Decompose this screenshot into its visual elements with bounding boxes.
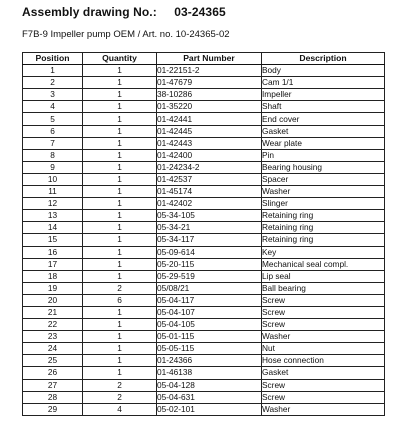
cell-quantity: 1: [83, 210, 157, 222]
cell-position: 8: [23, 149, 83, 161]
cell-position: 24: [23, 343, 83, 355]
cell-quantity: 1: [83, 125, 157, 137]
table-row: [23, 294, 385, 306]
cell-description: Key: [262, 246, 385, 258]
cell-quantity: 1: [83, 270, 157, 282]
table-row: [23, 161, 385, 173]
cell-part-number: 01-42400: [157, 149, 262, 161]
cell-position: 3: [23, 89, 83, 101]
cell-quantity: 1: [83, 258, 157, 270]
cell-part-number: 05-09-614: [157, 246, 262, 258]
cell-description: Gasket: [262, 367, 385, 379]
cell-part-number: 01-47679: [157, 77, 262, 89]
table-row: [23, 379, 385, 391]
cell-part-number: 01-35220: [157, 101, 262, 113]
cell-part-number: 01-46138: [157, 367, 262, 379]
cell-position: 28: [23, 391, 83, 403]
cell-part-number: 05-04-107: [157, 306, 262, 318]
document-subtitle: F7B-9 Impeller pump OEM / Art. no. 10-24365-02: [22, 29, 230, 40]
cell-description: Cam 1/1: [262, 77, 385, 89]
cell-description: Spacer: [262, 173, 385, 185]
cell-quantity: 6: [83, 294, 157, 306]
cell-part-number: 05-05-115: [157, 343, 262, 355]
table-row: [23, 331, 385, 343]
header-description: Description: [262, 53, 385, 65]
cell-position: 14: [23, 222, 83, 234]
table-row: [23, 173, 385, 185]
table-row: [23, 137, 385, 149]
table-row: [23, 210, 385, 222]
cell-position: 13: [23, 210, 83, 222]
cell-description: Lip seal: [262, 270, 385, 282]
cell-quantity: 1: [83, 246, 157, 258]
cell-part-number: 05-04-105: [157, 319, 262, 331]
cell-quantity: 1: [83, 137, 157, 149]
cell-position: 12: [23, 198, 83, 210]
table-row: [23, 355, 385, 367]
cell-description: Screw: [262, 319, 385, 331]
table-row: [23, 186, 385, 198]
cell-position: 10: [23, 173, 83, 185]
cell-quantity: 1: [83, 101, 157, 113]
cell-description: Gasket: [262, 125, 385, 137]
cell-position: 29: [23, 403, 83, 415]
table-row: [23, 89, 385, 101]
cell-quantity: 1: [83, 186, 157, 198]
cell-description: Pin: [262, 149, 385, 161]
cell-quantity: 1: [83, 343, 157, 355]
cell-position: 1: [23, 65, 83, 77]
cell-quantity: 1: [83, 113, 157, 125]
cell-description: Wear plate: [262, 137, 385, 149]
cell-description: Washer: [262, 331, 385, 343]
cell-position: 9: [23, 161, 83, 173]
cell-part-number: 01-45174: [157, 186, 262, 198]
cell-position: 15: [23, 234, 83, 246]
cell-description: Nut: [262, 343, 385, 355]
table-row: [23, 319, 385, 331]
cell-position: 5: [23, 113, 83, 125]
table-row: [23, 306, 385, 318]
table-row: [23, 65, 385, 77]
cell-position: 18: [23, 270, 83, 282]
cell-quantity: 1: [83, 222, 157, 234]
cell-part-number: 01-22151-2: [157, 65, 262, 77]
cell-description: Retaining ring: [262, 222, 385, 234]
cell-description: Screw: [262, 294, 385, 306]
cell-description: Shaft: [262, 101, 385, 113]
cell-position: 7: [23, 137, 83, 149]
cell-position: 23: [23, 331, 83, 343]
cell-part-number: 01-42443: [157, 137, 262, 149]
table-row: [23, 246, 385, 258]
cell-description: End cover: [262, 113, 385, 125]
header-part-number: Part Number: [157, 53, 262, 65]
cell-description: Retaining ring: [262, 234, 385, 246]
cell-position: 20: [23, 294, 83, 306]
cell-quantity: 1: [83, 77, 157, 89]
table-row: [23, 391, 385, 403]
cell-quantity: 4: [83, 403, 157, 415]
cell-description: Mechanical seal compl.: [262, 258, 385, 270]
cell-part-number: 05-34-105: [157, 210, 262, 222]
cell-position: 4: [23, 101, 83, 113]
cell-quantity: 1: [83, 65, 157, 77]
title-label: Assembly drawing No.:: [22, 5, 157, 19]
cell-position: 17: [23, 258, 83, 270]
cell-part-number: 01-42441: [157, 113, 262, 125]
cell-part-number: 05-04-117: [157, 294, 262, 306]
table-row: [23, 282, 385, 294]
cell-quantity: 1: [83, 173, 157, 185]
table-row: [23, 367, 385, 379]
cell-description: Screw: [262, 379, 385, 391]
document-title: [22, 5, 226, 19]
cell-quantity: 1: [83, 161, 157, 173]
parts-table-body: [23, 65, 385, 416]
cell-part-number: 05-20-115: [157, 258, 262, 270]
cell-description: Screw: [262, 391, 385, 403]
cell-description: Washer: [262, 403, 385, 415]
cell-part-number: 05-04-631: [157, 391, 262, 403]
table-row: [23, 343, 385, 355]
cell-quantity: 1: [83, 331, 157, 343]
cell-quantity: 2: [83, 282, 157, 294]
cell-position: 27: [23, 379, 83, 391]
cell-part-number: 01-24234-2: [157, 161, 262, 173]
cell-quantity: 1: [83, 319, 157, 331]
cell-quantity: 1: [83, 355, 157, 367]
cell-quantity: 1: [83, 306, 157, 318]
cell-position: 6: [23, 125, 83, 137]
cell-quantity: 2: [83, 379, 157, 391]
cell-part-number: 01-42402: [157, 198, 262, 210]
cell-part-number: 01-24366: [157, 355, 262, 367]
cell-part-number: 05-01-115: [157, 331, 262, 343]
table-row: [23, 258, 385, 270]
cell-part-number: 05-34-117: [157, 234, 262, 246]
cell-description: Screw: [262, 306, 385, 318]
cell-description: Ball bearing: [262, 282, 385, 294]
cell-description: Retaining ring: [262, 210, 385, 222]
cell-part-number: 05-29-519: [157, 270, 262, 282]
table-row: [23, 101, 385, 113]
table-row: [23, 77, 385, 89]
cell-part-number: 05/08/21: [157, 282, 262, 294]
cell-description: Hose connection: [262, 355, 385, 367]
cell-quantity: 1: [83, 149, 157, 161]
table-row: [23, 222, 385, 234]
cell-description: Washer: [262, 186, 385, 198]
cell-part-number: 01-42537: [157, 173, 262, 185]
cell-part-number: 01-42445: [157, 125, 262, 137]
table-row: [23, 270, 385, 282]
cell-description: Bearing housing: [262, 161, 385, 173]
cell-part-number: 05-34-21: [157, 222, 262, 234]
cell-description: Impeller: [262, 89, 385, 101]
cell-part-number: 38-10286: [157, 89, 262, 101]
cell-part-number: 05-04-128: [157, 379, 262, 391]
cell-position: 22: [23, 319, 83, 331]
cell-description: Slinger: [262, 198, 385, 210]
drawing-number: 03-24365: [174, 5, 226, 19]
cell-description: Body: [262, 65, 385, 77]
cell-quantity: 1: [83, 198, 157, 210]
table-row: [23, 403, 385, 415]
cell-position: 2: [23, 77, 83, 89]
cell-position: 16: [23, 246, 83, 258]
cell-position: 11: [23, 186, 83, 198]
parts-table: [22, 52, 385, 416]
cell-position: 25: [23, 355, 83, 367]
header-quantity: Quantity: [83, 53, 157, 65]
table-row: [23, 113, 385, 125]
cell-quantity: 2: [83, 391, 157, 403]
header-position: Position: [23, 53, 83, 65]
cell-quantity: 1: [83, 367, 157, 379]
table-row: [23, 125, 385, 137]
cell-position: 21: [23, 306, 83, 318]
table-row: [23, 198, 385, 210]
table-row: [23, 149, 385, 161]
header-row: [23, 53, 385, 65]
cell-position: 19: [23, 282, 83, 294]
cell-part-number: 05-02-101: [157, 403, 262, 415]
cell-quantity: 1: [83, 89, 157, 101]
cell-position: 26: [23, 367, 83, 379]
cell-quantity: 1: [83, 234, 157, 246]
table-row: [23, 234, 385, 246]
